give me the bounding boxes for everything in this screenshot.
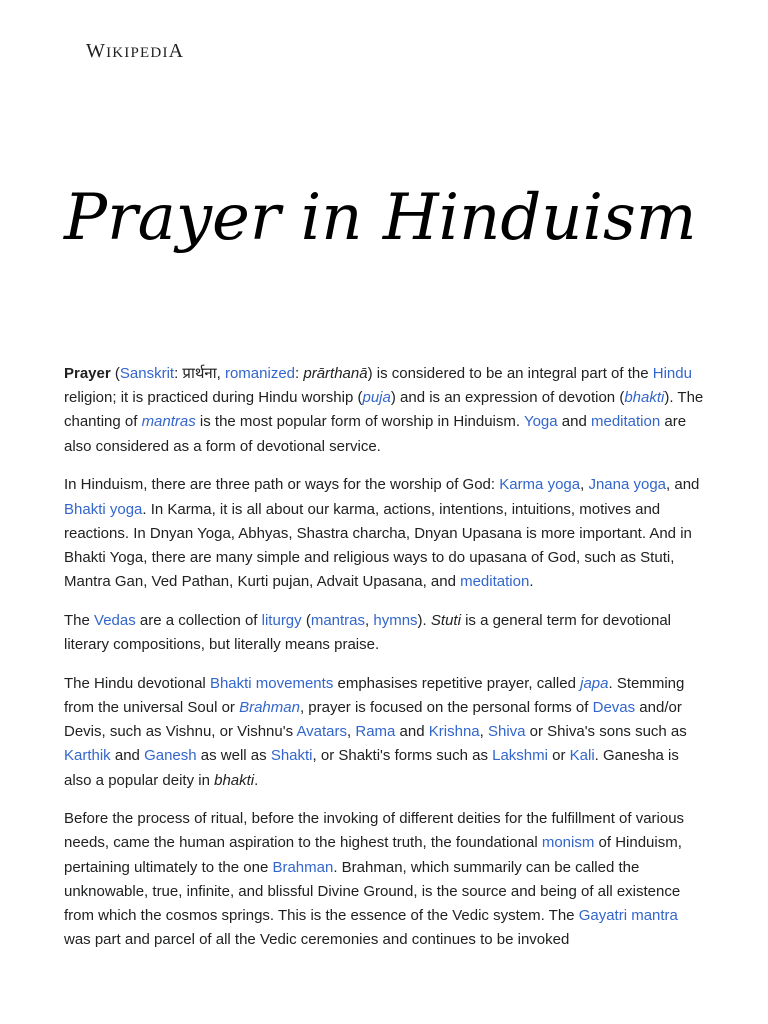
text: .	[529, 573, 534, 591]
term-prayer: Prayer	[64, 365, 111, 382]
link-puja-label: puja	[362, 389, 391, 407]
link-yoga[interactable]: Yoga	[523, 413, 558, 431]
text: ,	[479, 723, 488, 741]
article-body	[64, 362, 704, 967]
text: and	[557, 413, 591, 431]
logo-letters-middle: IKIPEDI	[106, 45, 169, 61]
link-jnana-yoga[interactable]: Jnana yoga	[588, 476, 667, 494]
text: The	[64, 611, 95, 629]
link-mantras-2[interactable]: mantras	[310, 611, 366, 629]
text: ) is considered to be an integral part of the	[367, 365, 653, 382]
text: or Shiva's sons such as	[525, 723, 687, 741]
text: Before the process of ritual, before the invoking of different deities for the fulfillment of various needs, came the human aspiration to the highest truth, the foundational	[64, 810, 685, 852]
link-bhakti-label: bhakti	[624, 389, 665, 407]
link-rama[interactable]: Rama	[355, 723, 396, 741]
link-meditation[interactable]: meditation	[590, 413, 661, 431]
link-romanized[interactable]: romanized	[224, 365, 296, 382]
link-karthik[interactable]: Karthik	[64, 747, 111, 765]
link-meditation-2[interactable]: meditation	[460, 573, 530, 591]
link-bhakti-yoga[interactable]: Bhakti yoga	[64, 500, 143, 518]
link-bhakti-movements[interactable]: Bhakti movements	[209, 674, 334, 692]
link-mantras[interactable]	[142, 413, 196, 430]
link-japa-label: japa	[580, 674, 609, 692]
paragraph-paths	[64, 473, 704, 594]
link-mantras-label: mantras	[141, 413, 196, 431]
text: :	[295, 365, 304, 382]
text: or	[547, 747, 570, 765]
link-brahman-label: Brahman	[239, 698, 300, 716]
link-shakti[interactable]: Shakti	[270, 747, 313, 765]
text: ).	[417, 611, 431, 629]
link-avatars[interactable]: Avatars	[296, 723, 348, 741]
term-prarthana: prārthanā	[303, 365, 368, 382]
text: , prayer is focused on the personal forms of	[299, 698, 593, 716]
link-gayatri-mantra[interactable]: Gayatri mantra	[578, 907, 678, 925]
link-shiva[interactable]: Shiva	[487, 723, 526, 741]
text: emphasises repetitive prayer, called	[333, 674, 581, 692]
link-monism[interactable]: monism	[541, 834, 595, 852]
link-karma-yoga[interactable]: Karma yoga	[499, 476, 581, 494]
link-brahman-2[interactable]: Brahman	[272, 858, 334, 876]
paragraph-monism	[64, 807, 704, 952]
text: is the most popular form of worship in Hinduism.	[195, 413, 524, 431]
link-devas[interactable]: Devas	[592, 698, 636, 716]
link-japa[interactable]	[580, 675, 608, 692]
term-stuti: Stuti	[430, 611, 461, 629]
link-vedas[interactable]: Vedas	[94, 611, 136, 629]
term-bhakti: bhakti	[214, 771, 255, 789]
link-hymns[interactable]: hymns	[373, 611, 418, 629]
text: . In Karma, it is all about our karma, actions, intentions, intuitions, motives and reactions. In Dnyan Yoga, Abhyas, Shastra charcha, Dnyan Upasana is more important. And in Bhakti Yoga, there are many simple and religious ways to do upasana of God, such as Stuti, Mantra Gan, Ved Pathan, Kurti pujan, Advait Upasana, and	[64, 500, 692, 591]
paragraph-intro	[64, 362, 704, 459]
link-brahman[interactable]	[239, 699, 300, 716]
link-krishna[interactable]: Krishna	[428, 723, 480, 741]
text: (	[301, 611, 311, 629]
text: . Brahman, which summarily can be called the unknowable, true, infinite, and blissful Divine Ground, is the source and being of all existence from which the cosmos springs. This is the essence of the Vedic system. The	[64, 858, 681, 925]
link-ganesh[interactable]: Ganesh	[144, 747, 197, 765]
link-hindu[interactable]: Hindu	[652, 365, 692, 382]
wikipedia-logo[interactable]	[86, 40, 184, 63]
text: ,	[347, 723, 356, 741]
text: is a general term for devotional literary compositions, but literally means praise.	[64, 611, 672, 654]
paragraph-bhakti	[64, 672, 704, 793]
text: . Ganesha is also a popular deity in	[64, 747, 679, 789]
text: In Hinduism, there are three path or ways for the worship of God:	[64, 476, 500, 494]
text: ) and is an expression of devotion (	[390, 389, 625, 407]
text: The Hindu devotional	[64, 674, 210, 692]
link-lakshmi[interactable]: Lakshmi	[492, 747, 548, 765]
text: religion; it is practiced during Hindu worship (	[64, 389, 363, 407]
link-kali[interactable]: Kali	[569, 747, 595, 765]
text: ,	[580, 476, 589, 494]
text: : प्रार्थना,	[174, 365, 225, 382]
page-title: Prayer in Hinduism	[64, 181, 697, 255]
link-sanskrit[interactable]: Sanskrit	[119, 365, 175, 382]
text: of Hinduism, pertaining ultimately to the one	[64, 834, 682, 876]
logo-letter-last: A	[168, 40, 185, 62]
logo-letter-first: W	[86, 40, 107, 62]
text: was part and parcel of all the Vedic ceremonies and continues to be invoked	[64, 931, 570, 949]
text: are a collection of	[135, 611, 262, 629]
text: are also considered as a form of devotional service.	[64, 413, 687, 455]
paragraph-vedas	[64, 609, 704, 657]
text: and/or Devis, such as Vishnu, or Vishnu's	[64, 698, 682, 741]
text: (	[110, 365, 120, 382]
text: , and	[666, 476, 700, 494]
text: and	[110, 747, 145, 765]
text: and	[395, 723, 429, 741]
text: ). The chanting of	[64, 389, 704, 431]
text: . Stemming from the universal Soul or	[64, 674, 685, 716]
text: , or Shakti's forms such as	[312, 747, 493, 765]
text: as well as	[196, 747, 271, 765]
text: .	[254, 771, 259, 789]
link-bhakti[interactable]	[624, 389, 664, 406]
link-liturgy[interactable]: liturgy	[261, 611, 302, 629]
link-puja[interactable]	[362, 389, 390, 406]
text: ,	[365, 611, 374, 629]
